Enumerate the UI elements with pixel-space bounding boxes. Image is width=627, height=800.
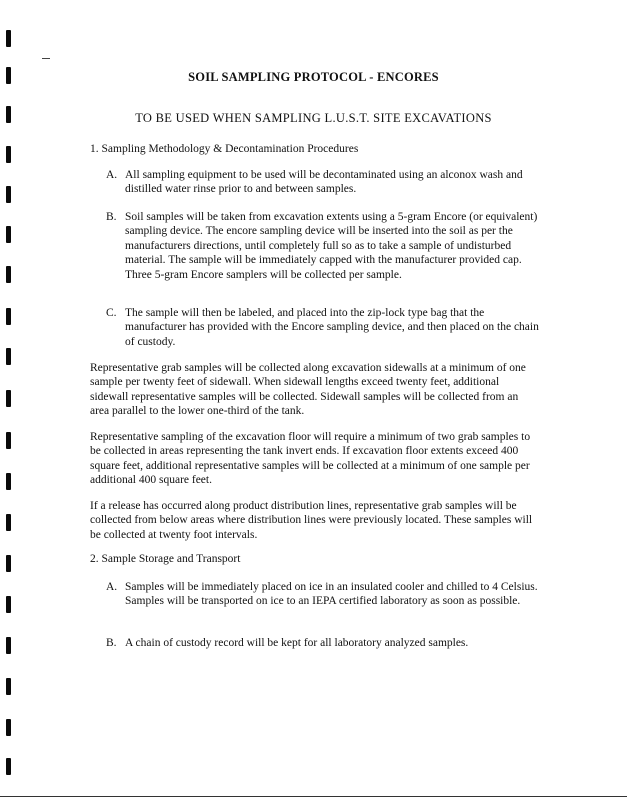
binder-mark xyxy=(6,308,11,325)
item-letter: C. xyxy=(106,307,117,319)
binder-mark xyxy=(6,30,11,47)
section-2-item-b xyxy=(106,636,546,650)
binder-mark xyxy=(6,473,11,490)
binder-mark xyxy=(6,432,11,449)
item-text: The sample will then be labeled, and placed into the zip-lock type bag that the manufacturer has provided with the Encore sampling device, and then placed on the chain of custody. xyxy=(125,307,539,348)
section-2-item-a xyxy=(106,580,546,609)
item-text: Soil samples will be taken from excavation extents using a 5-gram Encore (or equivalent) sampling device. The encore sampling device will be inserted into the soil as per the manufacturers directions, until completely full so as to take a sample of undisturbed material. The sample will be immediately capped with the manufacturer provided cap. Three 5-gram Encore samplers will be collected per sample. xyxy=(125,211,538,281)
binder-mark xyxy=(6,596,11,613)
binder-mark xyxy=(6,637,11,654)
item-letter: A. xyxy=(106,169,118,181)
item-letter: A. xyxy=(106,581,118,593)
paragraph-sidewall-sampling: Representative grab samples will be collected along excavation sidewalls at a minimum of one sample per twenty feet of sidewall. When sidewall lengths exceed twenty feet, additional sidewall representative samples will be collected. Sidewall samples will be collected from an area parallel to the lower one-third of the tank. xyxy=(90,362,526,418)
paragraph-distribution-lines: If a release has occurred along product distribution lines, representative grab samples will be collected from below areas where distribution lines were previously located. These samples will be collected at twenty foot intervals. xyxy=(90,500,533,541)
section-1-item-c xyxy=(106,306,546,349)
binder-mark xyxy=(6,186,11,203)
item-text: All sampling equipment to be used will be decontaminated using an alconox wash and distilled water rinse prior to and between samples. xyxy=(125,169,523,196)
binder-mark xyxy=(6,146,11,163)
document-subtitle: TO BE USED WHEN SAMPLING L.U.S.T. SITE EXCAVATIONS xyxy=(135,111,492,125)
item-letter: B. xyxy=(106,211,117,223)
paragraph-floor-sampling: Representative sampling of the excavation floor will require a minimum of two grab samples to be collected in areas representing the tank invert ends. If excavation floor extents exceed 400 square feet, additional representative samples will be collected at a minimum of one sample per additional 400 square feet. xyxy=(90,431,531,487)
binder-mark xyxy=(6,555,11,572)
item-letter: B. xyxy=(106,637,117,649)
binder-mark xyxy=(6,719,11,736)
document-title: SOIL SAMPLING PROTOCOL - ENCORES xyxy=(188,70,439,84)
binder-mark xyxy=(6,678,11,695)
scan-tick-mark xyxy=(42,58,50,59)
binder-mark xyxy=(6,226,11,243)
binder-mark xyxy=(6,266,11,283)
binder-mark xyxy=(6,390,11,407)
section-1-item-b xyxy=(106,210,546,282)
item-text: Samples will be immediately placed on ice in an insulated cooler and chilled to 4 Celsius. Samples will be transported on ice to an IEPA certified laboratory as soon as possible. xyxy=(125,581,538,608)
section-1-heading: 1. Sampling Methodology & Decontamination Procedures xyxy=(90,143,359,155)
page-bottom-edge xyxy=(0,796,627,797)
section-2-heading: 2. Sample Storage and Transport xyxy=(90,553,241,565)
section-1-item-a xyxy=(106,168,546,197)
item-text: A chain of custody record will be kept for all laboratory analyzed samples. xyxy=(125,637,469,649)
binder-mark xyxy=(6,758,11,775)
binder-mark xyxy=(6,348,11,365)
binder-mark xyxy=(6,514,11,531)
